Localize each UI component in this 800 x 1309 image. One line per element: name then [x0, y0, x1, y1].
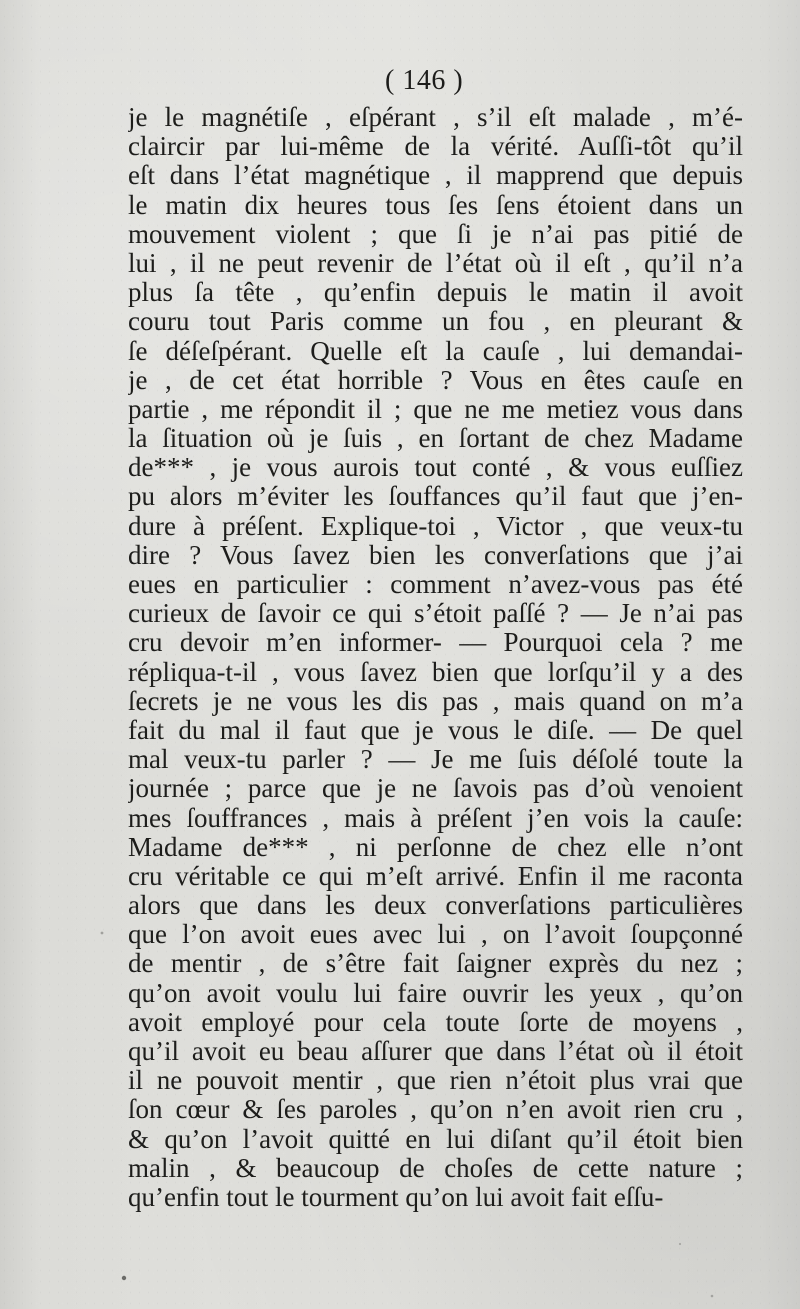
text-line: dire ? Vous ſavez bien les converſations que j’ai — [128, 540, 743, 570]
text-line: ſecrets je ne vous les dis pas , mais quand on m’a — [128, 686, 743, 716]
text-line: qu’enfin tout le tourment qu’on lui avoit fait eſſu- — [128, 1182, 664, 1212]
paper-speck — [122, 1276, 126, 1280]
text-line: le matin dix heures tous ſes ſens étoient dans un — [128, 190, 743, 220]
page-number: ( 146 ) — [385, 65, 464, 96]
paper-speck — [101, 932, 104, 935]
text-line: cru véritable ce qui m’eſt arrivé. Enfin il me raconta — [128, 861, 743, 891]
text-line: avoit employé pour cela toute ſorte de moyens , — [128, 1007, 743, 1037]
text-line: qu’il avoit eu beau aſſurer que dans l’état où il étoit — [128, 1037, 743, 1066]
paper-speck — [711, 1295, 714, 1298]
text-line: répliqua-t-il , vous ſavez bien que lorſqu’il y a des — [128, 657, 743, 687]
paper-speck — [679, 1243, 681, 1245]
text-line: claircir par lui-même de la vérité. Auſſi-tôt qu’il — [128, 132, 743, 162]
text-line: je le magnétiſe , eſpérant , s’il eſt malade , m’é- — [128, 103, 743, 132]
text-line: il ne pouvoit mentir , que rien n’étoit plus vrai que — [128, 1066, 743, 1096]
text-line: de mentir , de s’être fait ſaigner exprès du nez ; — [128, 949, 743, 979]
text-line: ſe déſeſpérant. Quelle eſt la cauſe , lui demandai- — [128, 336, 743, 366]
text-line: couru tout Paris comme un fou , en pleurant & — [128, 307, 743, 337]
text-line: je , de cet état horrible ? Vous en êtes cauſe en — [128, 365, 743, 395]
text-line: partie , me répondit il ; que ne me metiez vous dans — [128, 394, 743, 424]
text-line: fait du mal il faut que je vous le diſe. — De quel — [128, 715, 743, 745]
text-line: cru devoir m’en informer- — Pourquoi cela ? me — [128, 628, 743, 658]
text-line: plus ſa tête , qu’enfin depuis le matin il avoit — [128, 278, 743, 308]
text-line: de*** , je vous aurois tout conté , & vous euſſiez — [128, 453, 743, 483]
text-line: pu alors m’éviter les ſouffances qu’il faut que j’en- — [128, 482, 743, 512]
body-text — [128, 103, 743, 1212]
text-line: qu’on avoit voulu lui faire ouvrir les yeux , qu’on — [128, 978, 743, 1008]
text-line: ſon cœur & ſes paroles , qu’on n’en avoit rien cru , — [128, 1095, 743, 1125]
text-line: & qu’on l’avoit quitté en lui diſant qu’il étoit bien — [128, 1124, 743, 1154]
text-line: journée ; parce que je ne ſavois pas d’où venoient — [128, 774, 743, 804]
text-line: lui , il ne peut revenir de l’état où il eſt , qu’il n’a — [128, 248, 743, 278]
text-line: mes ſouffrances , mais à préſent j’en vois la cauſe: — [128, 803, 743, 833]
text-line: curieux de ſavoir ce qui s’étoit paſſé ? — Je n’ai pas — [128, 599, 743, 629]
text-line: mal veux-tu parler ? — Je me ſuis déſolé toute la — [128, 745, 743, 775]
text-line: Madame de*** , ni perſonne de chez elle n’ont — [128, 832, 743, 862]
text-line: eſt dans l’état magnétique , il mapprend que depuis — [128, 161, 743, 191]
text-line: mouvement violent ; que ſi je n’ai pas pitié de — [128, 219, 743, 249]
text-line: malin , & beaucoup de choſes de cette nature ; — [128, 1153, 743, 1183]
text-line: dure à préſent. Explique-toi , Victor , que veux-tu — [128, 511, 743, 541]
text-line: alors que dans les deux converſations particulières — [128, 891, 743, 921]
text-line: eues en particulier : comment n’avez-vous pas été — [128, 570, 743, 599]
text-line: la ſituation où je ſuis , en ſortant de chez Madame — [128, 424, 743, 454]
text-line: que l’on avoit eues avec lui , on l’avoit ſoupçonné — [128, 920, 743, 950]
